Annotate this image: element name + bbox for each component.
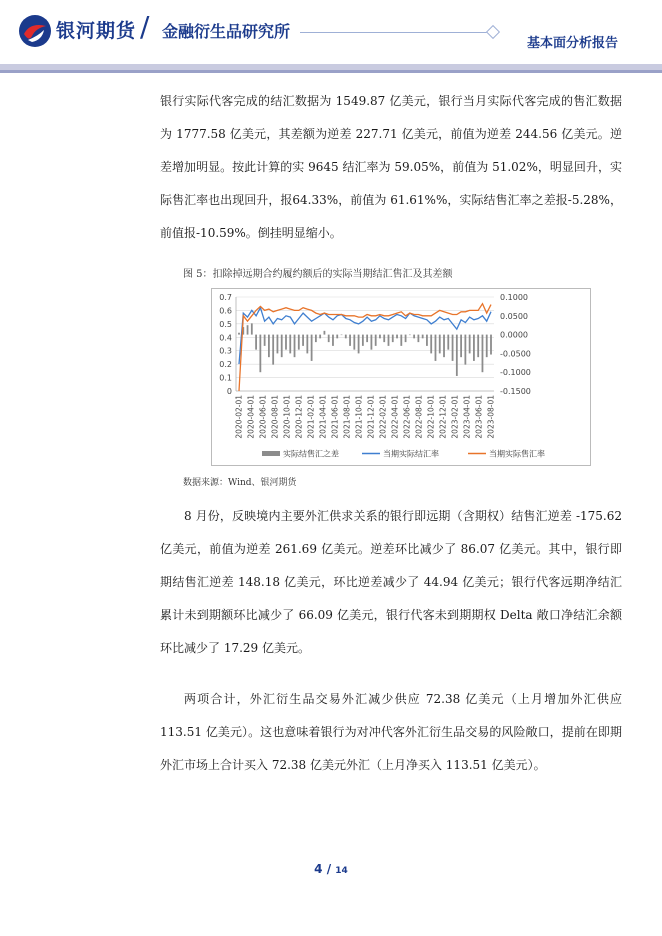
bar-diff	[311, 335, 313, 361]
figure-caption: 图 5：扣除掉远期合约履约额后的实际当期结汇售汇及其差额	[183, 269, 453, 280]
bar-diff	[426, 335, 428, 346]
x-axis-tick-label: 2020-06-01	[258, 395, 268, 439]
x-axis-tick-label: 2022-10-01	[426, 395, 436, 439]
x-axis-tick-label: 2021-06-01	[330, 395, 340, 439]
bar-diff	[238, 333, 240, 335]
x-axis-tick-label: 2023-08-01	[486, 395, 496, 439]
bar-diff	[452, 335, 454, 361]
brand-separator: /	[140, 10, 150, 43]
bar-diff	[255, 335, 257, 350]
bar-diff	[464, 335, 466, 365]
header-rule	[300, 32, 490, 33]
x-axis-tick-label: 2021-02-01	[306, 395, 316, 439]
bar-diff	[430, 335, 432, 354]
left-axis-tick-label: 0.7	[219, 293, 232, 302]
right-axis-tick-label: 0.1000	[500, 293, 528, 302]
bar-diff	[281, 335, 283, 358]
x-axis-tick-label: 2022-04-01	[390, 395, 400, 439]
bar-diff	[482, 335, 484, 373]
report-type: 基本面分析报告	[526, 36, 618, 51]
x-axis-tick-label: 2022-06-01	[402, 395, 412, 439]
bar-diff	[392, 335, 394, 343]
bar-diff	[413, 335, 415, 339]
bar-diff	[345, 335, 347, 339]
bar-diff	[490, 335, 492, 355]
bar-diff	[371, 335, 373, 350]
page-header	[0, 0, 662, 66]
bar-diff	[400, 335, 402, 346]
left-axis-tick-label: 0.2	[219, 360, 232, 370]
right-axis-tick-label: -0.1000	[500, 368, 531, 378]
bar-diff	[443, 335, 445, 358]
bar-diff	[435, 335, 437, 361]
left-axis-tick-label: 0.1	[219, 373, 232, 383]
bar-diff	[277, 335, 279, 354]
page-current: 4	[314, 862, 323, 876]
right-axis-tick-label: -0.1500	[500, 387, 531, 396]
x-axis-tick-label: 2020-10-01	[282, 395, 292, 439]
bar-diff	[469, 335, 471, 354]
x-axis-tick-label: 2021-04-01	[318, 395, 328, 439]
x-axis-tick-label: 2023-06-01	[474, 395, 484, 439]
left-axis-tick-label: 0.5	[219, 319, 232, 329]
legend-label: 当期实际售汇率	[489, 449, 545, 459]
bar-diff	[306, 335, 308, 354]
bar-diff	[405, 335, 407, 343]
x-axis-tick-label: 2022-12-01	[438, 395, 448, 439]
bar-diff	[251, 323, 253, 334]
bar-diff	[268, 335, 270, 358]
bar-diff	[486, 335, 488, 358]
bar-diff	[456, 335, 458, 376]
bar-diff	[388, 335, 390, 346]
bar-diff	[328, 335, 330, 343]
bar-diff	[477, 335, 479, 358]
x-axis-tick-label: 2023-04-01	[462, 395, 472, 439]
x-axis-tick-label: 2021-12-01	[366, 395, 376, 439]
bar-diff	[319, 335, 321, 339]
bar-diff	[447, 335, 449, 350]
paragraph-settlement-rates: 银行实际代客完成的结汇数据为 1549.87 亿美元，银行当月实际代客完成的售汇数据为 1777.58 亿美元，其差额为逆差 227.71 亿美元，前值为逆差 244.56 亿美元。逆差增加明显。按此计算的实 9645 结汇率为 59.05%，前值为 51.02%，明显回升，实际售汇率也出现回升，报64.33%，前值为 61.61%%，实际结售汇率之差报-5.28%，前值报-10.59%。倒挂明显缩小。	[160, 94, 622, 240]
left-axis-tick-label: 0	[226, 387, 232, 396]
bar-diff	[349, 335, 351, 346]
right-axis-tick-label: -0.0500	[500, 349, 531, 359]
x-axis-tick-label: 2021-10-01	[354, 395, 364, 439]
bar-diff	[294, 335, 296, 358]
bar-diff	[409, 335, 411, 336]
bar-diff	[259, 335, 261, 373]
bar-diff	[362, 335, 364, 346]
bar-diff	[353, 335, 355, 350]
bar-diff	[439, 335, 441, 354]
diamond-icon	[486, 25, 500, 39]
x-axis-tick-label: 2020-08-01	[270, 395, 280, 439]
bar-diff	[375, 335, 377, 346]
bar-diff	[315, 335, 317, 343]
division-name: 金融衍生品研究所	[162, 22, 291, 41]
bar-diff	[336, 335, 338, 339]
bar-diff	[332, 335, 334, 346]
legend-swatch	[262, 451, 280, 456]
x-axis-tick-label: 2022-08-01	[414, 395, 424, 439]
bar-diff	[366, 335, 368, 343]
legend-label: 当期实际结汇率	[383, 449, 439, 459]
bar-diff	[460, 335, 462, 358]
bar-diff	[341, 335, 343, 336]
galaxy-futures-logo-icon	[18, 14, 52, 48]
x-axis-tick-label: 2022-02-01	[378, 395, 388, 439]
bar-diff	[473, 335, 475, 361]
x-axis-tick-label: 2021-08-01	[342, 395, 352, 439]
bar-diff	[417, 335, 419, 343]
bar-diff	[272, 335, 274, 365]
page-number	[0, 862, 662, 876]
brand-name: 银河期货	[56, 20, 137, 42]
x-axis-tick-label: 2023-02-01	[450, 395, 460, 439]
bar-diff	[289, 335, 291, 354]
bar-diff	[264, 335, 266, 346]
right-axis-tick-label: 0.0000	[500, 330, 528, 340]
bar-diff	[324, 331, 326, 335]
bar-diff	[247, 325, 249, 334]
fx-settlement-chart	[212, 289, 590, 465]
left-axis-tick-label: 0.4	[219, 333, 232, 343]
paragraph-derivatives-supply: 两项合计，外汇衍生品交易外汇减少供应 72.38 亿美元（上月增加外汇供应 113.51 亿美元）。这也意味着银行为对冲代客外汇衍生品交易的风险敞口，提前在即期外汇市场上合计买入 72.38 亿美元外汇（上月净买入 113.51 亿美元）。	[160, 692, 622, 772]
left-axis-tick-label: 0.6	[219, 306, 232, 316]
bar-diff	[285, 335, 287, 350]
x-axis-tick-label: 2020-02-01	[234, 395, 244, 439]
chart-container	[211, 288, 591, 466]
bar-diff	[422, 335, 424, 339]
figure-source: 数据来源：Wind、银河期货	[183, 478, 297, 488]
bar-diff	[396, 335, 398, 339]
page-sep: /	[322, 862, 336, 876]
bar-diff	[379, 335, 381, 339]
x-axis-tick-label: 2020-04-01	[246, 395, 256, 439]
legend-label: 实际结售汇之差	[283, 449, 339, 459]
right-axis-tick-label: 0.0500	[500, 311, 528, 321]
page-total: 14	[335, 866, 348, 876]
bar-diff	[383, 335, 385, 343]
paragraph-forward-settlement: 8 月份，反映境内主要外汇供求关系的银行即远期（含期权）结售汇逆差 -175.62 亿美元，前值为逆差 261.69 亿美元。逆差环比减少了 86.07 亿美元。其中，银行即期结售汇逆差 148.18 亿美元，环比逆差减少了 44.94 亿美元；银行代客远期净结汇累计未到期额环比减少了 66.09 亿美元，银行代客未到期期权 Delta 敞口净结汇余额环比减少了 17.29 亿美元。	[160, 509, 622, 655]
left-axis-tick-label: 0.3	[219, 346, 232, 356]
bar-diff	[302, 335, 304, 346]
x-axis-tick-label: 2020-12-01	[294, 395, 304, 439]
bar-diff	[358, 335, 360, 354]
header-band-accent	[0, 70, 662, 73]
bar-diff	[298, 335, 300, 350]
